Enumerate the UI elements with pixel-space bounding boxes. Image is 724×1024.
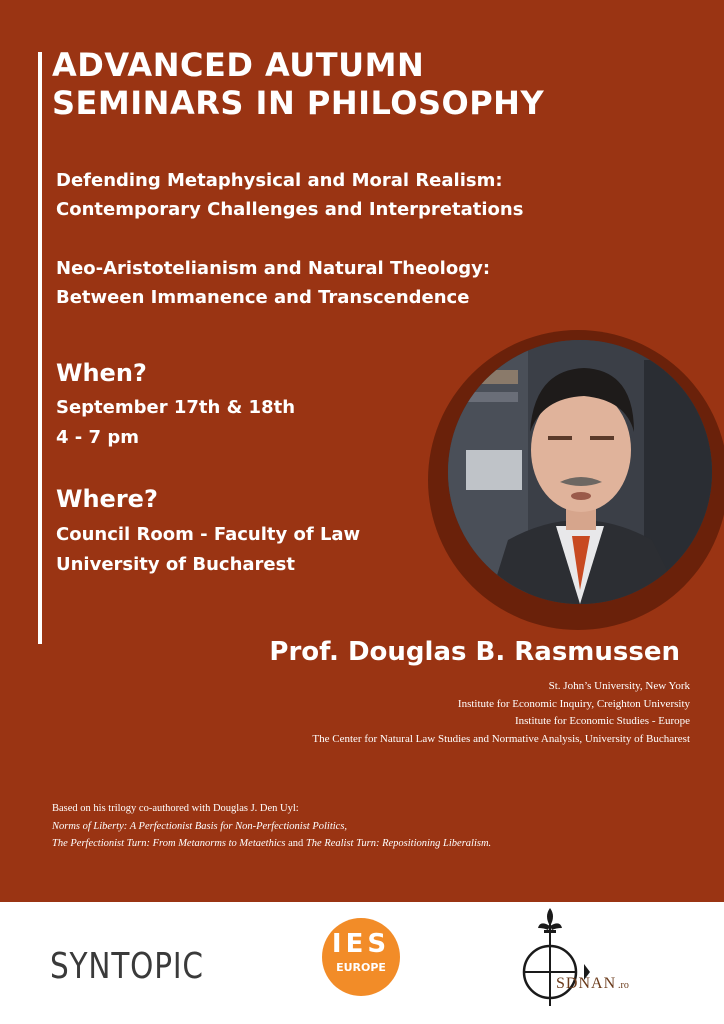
- speaker-affiliations: [312, 678, 690, 748]
- topic-1-line-1: Defending Metaphysical and Moral Realism:: [56, 170, 503, 191]
- seminar-topic-1: [56, 166, 523, 224]
- where-heading: Where?: [56, 485, 158, 513]
- ies-logo-subtext: EUROPE: [336, 961, 386, 974]
- trilogy-joiner: and: [285, 838, 306, 849]
- cnsnan-logo-text: SDNAN: [556, 975, 617, 992]
- when-date: September 17th & 18th: [56, 397, 296, 418]
- affiliation-2: Institute for Economic Inquiry, Creighton University: [457, 697, 690, 710]
- trilogy-intro: Based on his trilogy co-authored with Douglas J. Den Uyl:: [52, 803, 299, 814]
- ies-europe-logo: [322, 918, 400, 996]
- seminar-topic-2: [56, 254, 490, 312]
- title-line-1: ADVANCED AUTUMN: [52, 46, 425, 84]
- topic-2-line-1: Neo-Aristotelianism and Natural Theology:: [56, 258, 491, 279]
- where-university: University of Bucharest: [56, 554, 295, 575]
- cnsnan-logo: [518, 906, 678, 1018]
- topic-1-line-2: Contemporary Challenges and Interpretations: [56, 199, 524, 220]
- ies-logo-text: IES: [331, 929, 391, 959]
- fleur-de-lis-compass-icon: [518, 906, 678, 1018]
- poster-title: [52, 46, 544, 122]
- title-line-2: SEMINARS IN PHILOSOPHY: [52, 84, 545, 122]
- sponsor-footer: [0, 902, 724, 1024]
- accent-line: [38, 52, 42, 644]
- speaker-name: Prof. Douglas B. Rasmussen: [269, 637, 680, 667]
- when-time: 4 - 7 pm: [56, 427, 139, 448]
- trilogy-book-2: The Perfectionist Turn: From Metanorms to Metaethics: [52, 838, 286, 849]
- speaker-photo: [448, 340, 712, 604]
- when-heading: When?: [56, 359, 147, 387]
- syntopic-logo: SYNTOPIC: [50, 946, 204, 987]
- trilogy-book-1: Norms of Liberty: A Perfectionist Basis for Non-Perfectionist Politics,: [52, 820, 348, 832]
- trilogy-note: [52, 800, 491, 853]
- affiliation-1: St. John’s University, New York: [548, 680, 690, 692]
- trilogy-book-3: The Realist Turn: Repositioning Liberalism.: [305, 838, 492, 849]
- affiliation-3: Institute for Economic Studies - Europe: [514, 715, 690, 727]
- speaker-portrait-icon: [448, 340, 712, 604]
- cnsnan-logo-suffix: .ro: [618, 980, 629, 991]
- affiliation-4: The Center for Natural Law Studies and Normative Analysis, University of Bucharest: [312, 732, 690, 745]
- where-room: Council Room - Faculty of Law: [56, 524, 361, 545]
- topic-2-line-2: Between Immanence and Transcendence: [56, 287, 470, 308]
